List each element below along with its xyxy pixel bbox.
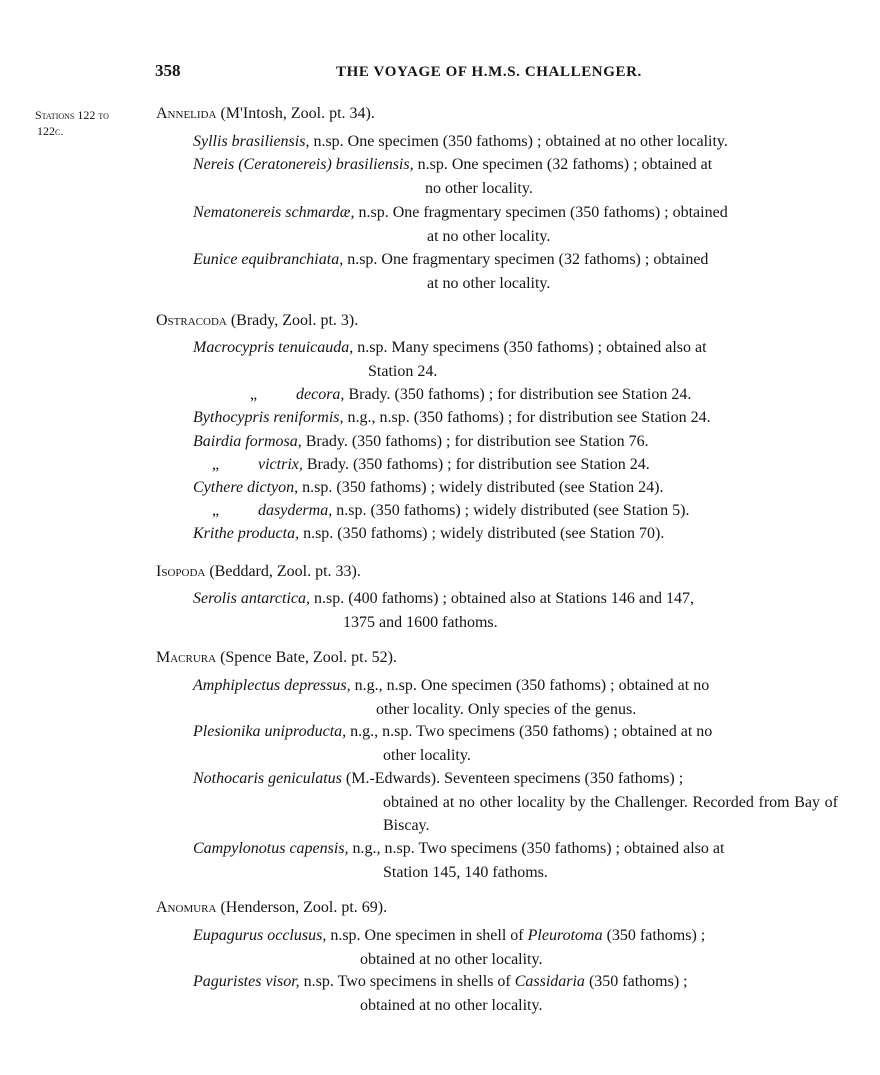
entry-text: n.sp. Two specimens in shells of [303, 973, 511, 990]
group-name: Macrura [156, 649, 217, 666]
shell-genus: Cassidaria [514, 973, 585, 990]
species-name: dasyderma, [258, 502, 333, 519]
group-name: Isopoda [156, 563, 206, 580]
species-entry [193, 767, 841, 838]
entry-continuation: obtained at no other locality by the Challenger. Recorded from Bay of Biscay. [383, 793, 838, 834]
entry-continuation: at no other locality. [427, 274, 551, 292]
species-name: Nothocaris geniculatus [193, 770, 342, 787]
margin-note [35, 107, 145, 139]
entry-text: n.sp. One fragmentary specimen (350 fathoms) ; obtained [358, 204, 728, 221]
species-entry [193, 406, 711, 430]
species-entry [193, 522, 664, 546]
species-name: Eupagurus occlusus, [193, 927, 327, 944]
entry-text: n.sp. (350 fathoms) ; widely distributed (see Station 70). [303, 525, 665, 542]
species-name: Amphiplectus depressus, [193, 677, 351, 694]
species-entry [212, 453, 650, 477]
ditto-mark: „ [212, 502, 220, 519]
entry-continuation: Station 145, 140 fathoms. [383, 863, 548, 881]
entry-text: n.g., n.sp. Two specimens (350 fathoms) ; obtained also at [352, 840, 725, 857]
species-entry [250, 383, 691, 407]
entry-text: n.sp. (400 fathoms) ; obtained also at Stations 146 and 147, [314, 590, 694, 607]
group-name: Annelida [156, 105, 217, 122]
entry-text: n.sp. Many specimens (350 fathoms) ; obtained also at [357, 339, 707, 356]
group-name: Ostracoda [156, 312, 227, 329]
entry-continuation: at no other locality. [427, 227, 551, 245]
entry-text: (350 fathoms) ; [588, 973, 688, 990]
entry-text: (350 fathoms) ; [606, 927, 706, 944]
species-entry [193, 674, 841, 721]
group-heading-annelida [156, 103, 375, 125]
species-name: Eunice equibranchiata, [193, 251, 344, 268]
entry-text: Brady. (350 fathoms) ; for distribution see Station 76. [305, 433, 649, 450]
species-name: Nematonereis schmardæ, [193, 204, 355, 221]
ditto-mark: „ [250, 386, 258, 403]
species-name: Macrocypris tenuicauda, [193, 339, 354, 356]
entry-text: n.sp. One specimen in shell of [330, 927, 524, 944]
species-entry [193, 130, 841, 154]
species-entry [193, 837, 841, 884]
species-name: Campylonotus capensis, [193, 840, 349, 857]
entry-continuation: other locality. [383, 746, 471, 764]
entry-text: Brady. (350 fathoms) ; for distribution see Station 24. [306, 456, 650, 473]
entry-continuation: obtained at no other locality. [360, 996, 543, 1014]
species-entry [212, 499, 690, 523]
group-reference: (M'Intosh, Zool. pt. 34). [220, 105, 375, 122]
species-entry [193, 720, 841, 767]
species-name: Cythere dictyon, [193, 479, 299, 496]
species-entry [193, 476, 663, 500]
species-name: (Ceratonereis) brasiliensis, [238, 156, 414, 173]
entry-continuation: other locality. Only species of the genus. [376, 700, 637, 718]
group-name: Anomura [156, 899, 217, 916]
group-heading-ostracoda [156, 310, 358, 332]
species-name: decora, [296, 386, 345, 403]
species-name: Bythocypris reniformis, [193, 409, 344, 426]
species-entry [193, 336, 841, 383]
species-name: Serolis antarctica, [193, 590, 311, 607]
entry-continuation: obtained at no other locality. [360, 950, 543, 968]
species-name: Syllis brasiliensis, [193, 133, 310, 150]
species-name: Plesionika uniproducta, [193, 723, 347, 740]
species-entry [193, 201, 841, 248]
entry-text: n.g., n.sp. One specimen (350 fathoms) ; obtained at no [354, 677, 710, 694]
entry-text: n.g., n.sp. Two specimens (350 fathoms) ; obtained at no [350, 723, 713, 740]
group-heading-anomura [156, 897, 387, 919]
margin-note-line1: Stations 122 to [35, 108, 109, 122]
species-entry [193, 430, 649, 454]
entry-text: n.sp. One specimen (32 fathoms) ; obtained at [417, 156, 713, 173]
entry-text: n.sp. (350 fathoms) ; widely distributed (see Station 5). [336, 502, 690, 519]
group-heading-isopoda [156, 561, 361, 583]
group-reference: (Beddard, Zool. pt. 33). [209, 563, 361, 580]
species-name: victrix, [258, 456, 303, 473]
entry-text: n.g., n.sp. (350 fathoms) ; for distribution see Station 24. [347, 409, 711, 426]
group-reference: (Henderson, Zool. pt. 69). [220, 899, 388, 916]
entry-continuation: 1375 and 1600 fathoms. [343, 613, 498, 631]
entry-text: n.sp. One specimen (350 fathoms) ; obtained at no other locality. [313, 133, 728, 150]
entry-continuation: no other locality. [425, 179, 533, 197]
shell-genus: Pleurotoma [527, 927, 603, 944]
entry-text: Brady. (350 fathoms) ; for distribution see Station 24. [348, 386, 692, 403]
species-entry [193, 153, 841, 200]
entry-text: (M.-Edwards). Seventeen specimens (350 fathoms) ; [345, 770, 684, 787]
page-number: 358 [155, 61, 181, 80]
running-title: THE VOYAGE OF H.M.S. CHALLENGER. [336, 64, 642, 80]
ditto-mark: „ [212, 456, 220, 473]
entry-continuation: Station 24. [368, 362, 438, 380]
margin-note-line2: 122c. [37, 124, 64, 138]
group-reference: (Spence Bate, Zool. pt. 52). [220, 649, 397, 666]
group-reference: (Brady, Zool. pt. 3). [230, 312, 359, 329]
species-name: Bairdia formosa, [193, 433, 302, 450]
species-name: Paguristes visor, [193, 973, 300, 990]
entry-text: n.sp. One fragmentary specimen (32 fathoms) ; obtained [347, 251, 709, 268]
genus-name: Nereis [193, 156, 235, 173]
species-entry [193, 970, 841, 1017]
species-entry [193, 248, 841, 295]
species-entry [193, 587, 841, 634]
entry-text: n.sp. (350 fathoms) ; widely distributed (see Station 24). [302, 479, 664, 496]
group-heading-macrura [156, 647, 397, 669]
species-name: Krithe producta, [193, 525, 300, 542]
species-entry [193, 924, 841, 971]
